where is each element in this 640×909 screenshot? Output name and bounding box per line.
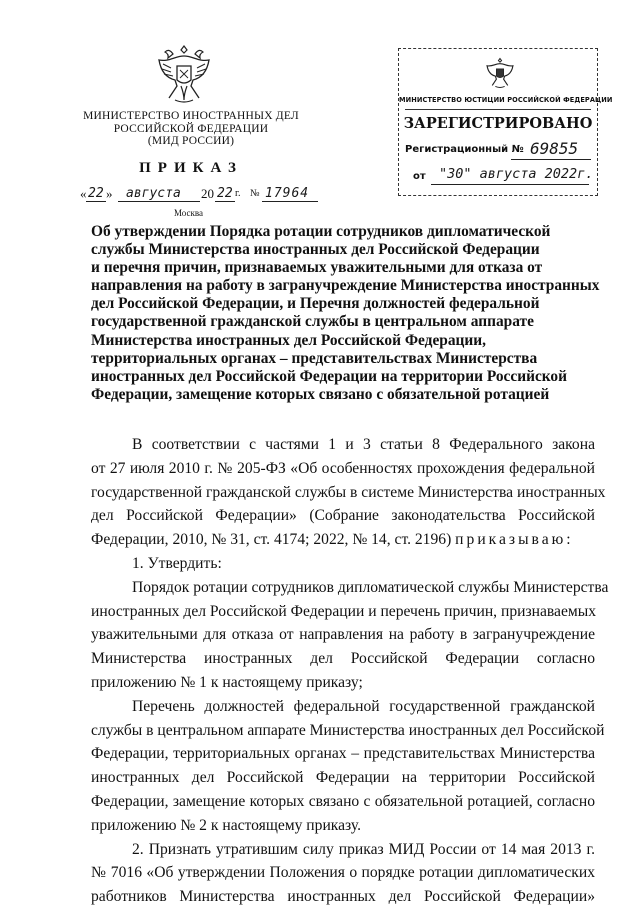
paragraph-line: приложению № 2 к настоящему приказу. <box>91 816 362 834</box>
order-number: 17964 <box>265 186 310 201</box>
day-underline <box>86 201 106 202</box>
paragraph-line: иностранных дел Российской Федерации на территории Российской <box>91 769 595 787</box>
document-type: ПРИКАЗ <box>139 160 243 176</box>
title-line: дел Российской Федерации, и Перечня должностей федеральной <box>91 295 540 313</box>
title-line: службы Министерства иностранных дел Российской Федерации <box>91 241 540 259</box>
paragraph-line: Федерации, замещение которых связано с обязательной ротацией, согласно <box>91 792 595 810</box>
date-quote-close: » <box>106 186 113 201</box>
stamp-reg-number: 69855 <box>530 139 579 158</box>
item-heading: 1. Утвердить: <box>132 554 222 572</box>
coat-of-arms-icon <box>155 42 213 106</box>
ministry-name <box>62 110 320 148</box>
order-day: 22 <box>88 186 104 201</box>
paragraph-line: дел Российской Федерации» (Собрание законодательства Российской <box>91 507 595 525</box>
order-number-label: № <box>250 188 260 199</box>
order-year-unit: г. <box>235 188 241 199</box>
paragraph-line: уважительными для отказа от направления на работу в загранучреждение <box>91 626 595 644</box>
title-line: иностранных дел Российской Федерации на территории Российской <box>91 367 567 385</box>
title-line: направления на работу в загранучреждение Министерства иностранных <box>91 277 600 295</box>
title-line: Об утверждении Порядка ротации сотрудников дипломатической <box>91 223 551 240</box>
paragraph-line <box>91 528 595 552</box>
paragraph-line: 2. Признать утратившим силу приказ МИД России от 14 мая 2013 г. <box>132 840 595 858</box>
title-line: Федерации, замещение которых связано с обязательной ротацией <box>91 385 550 403</box>
date-quote-open: « <box>80 186 87 201</box>
paragraph-line: работников Министерства иностранных дел Российской Федерации» <box>91 888 595 906</box>
title-line: и перечня причин, признаваемых уважительными для отказа от <box>91 259 543 277</box>
paragraph-line: Перечень должностей федеральной государственной гражданской <box>132 697 595 715</box>
title-line: территориальных органах – представительствах Министерства <box>91 349 538 367</box>
paragraph-line: Федерации, территориальных органах – представительствах Министерства <box>91 745 595 763</box>
number-underline <box>262 201 318 202</box>
registration-stamp <box>398 48 613 196</box>
stamp-ministry: МИНИСТЕРСТВО ЮСТИЦИИ РОССИЙСКОЙ ФЕДЕРАЦИИ <box>399 96 613 104</box>
document-body <box>91 433 609 909</box>
paragraph-line: Министерства иностранных дел Российской Федерации согласно <box>91 650 595 668</box>
reg-number-underline <box>511 159 591 160</box>
paragraph-line: иностранных дел Российской Федерации и перечень причин, признаваемых <box>91 602 597 620</box>
paragraph-line: от 27 июля 2010 г. № 205-ФЗ «Об особенностях прохождения федеральной <box>91 459 595 477</box>
paragraph-text: Федерации, 2010, № 31, ст. 4174; 2022, № 14, ст. 2196) <box>91 531 452 549</box>
year-underline <box>215 201 235 202</box>
reg-date-underline <box>431 184 589 185</box>
stamp-reg-date: "30" августа 2022г. <box>439 166 594 182</box>
stamp-status: ЗАРЕГИСТРИРОВАНО <box>403 115 593 132</box>
stamp-divider <box>405 109 591 110</box>
order-verb: приказываю: <box>455 531 574 549</box>
document-title <box>91 223 600 404</box>
ministry-line: (МИД РОССИИ) <box>147 135 235 147</box>
coat-of-arms-icon <box>485 55 515 91</box>
order-year-prefix: 20 <box>201 186 214 201</box>
paragraph-line: № 7016 «Об утверждении Положения о порядке ротации дипломатических <box>91 864 595 882</box>
paragraph-line: Порядок ротации сотрудников дипломатической службы Министерства <box>132 578 609 596</box>
city: Москва <box>174 208 203 218</box>
title-line: государственной гражданской службы в центральном аппарате <box>91 313 534 331</box>
order-month: августа <box>126 186 181 201</box>
stamp-reg-label: Регистрационный № <box>405 144 524 155</box>
title-line: Министерства иностранных дел Российской Федерации, <box>91 331 487 349</box>
ministry-line: РОССИЙСКОЙ ФЕДЕРАЦИИ <box>113 122 269 135</box>
order-year-suffix: 22 <box>217 186 233 201</box>
paragraph-line: государственной гражданской службы в системе Министерства иностранных <box>91 483 606 501</box>
paragraph-line: службы в центральном аппарате Министерства иностранных дел Российской <box>91 721 605 739</box>
ministry-line: МИНИСТЕРСТВО ИНОСТРАННЫХ ДЕЛ <box>83 110 299 122</box>
paragraph-line: В соответствии с частями 1 и 3 статьи 8 Федерального закона <box>132 436 595 453</box>
stamp-from-label: от <box>413 171 426 182</box>
paragraph-line: приложению № 1 к настоящему приказу; <box>91 673 363 691</box>
month-underline <box>118 201 200 202</box>
